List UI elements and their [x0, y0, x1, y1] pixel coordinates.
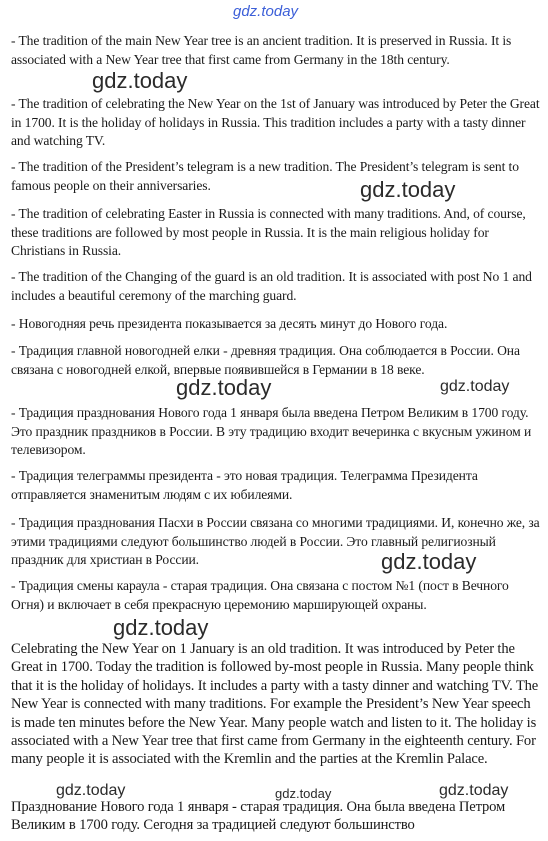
paragraph-en-new-year-january: - The tradition of celebrating the New Year on the 1st of January was introduced by Peter the Great in 1700. It is the holiday of holidays in Russia. This tradition includes a party with a tasty dinner and watching TV. — [11, 96, 540, 149]
paragraph-ru-changing-guard: - Традиция смены караула - старая традиция. Она связана с постом №1 (пост в Вечного Огня) и включает в себя прекрасную церемонию марширующей охраны. — [11, 578, 509, 612]
watermark-7: gdz.today — [56, 782, 126, 799]
watermark-6: gdz.today — [113, 615, 209, 640]
paragraph-ru-essay: Празднование Нового года 1 января - старая традиция. Она была введена Петром Великим в 1700 году. Сегодня за традицией следуют большинство — [11, 799, 506, 834]
header-watermark: gdz.today — [233, 3, 299, 20]
paragraph-ru-new-year-january: - Традиция празднования Нового года 1 января была введена Петром Великим в 1700 году. Это праздник праздников в России. В эту традицию входит вечеринка с вкусным ужином и телевизором. — [11, 405, 532, 458]
watermark-1: gdz.today — [92, 68, 188, 93]
watermark-4: gdz.today — [440, 378, 510, 395]
watermark-3: gdz.today — [176, 375, 272, 400]
watermark-5: gdz.today — [381, 549, 477, 574]
watermark-8: gdz.today — [275, 786, 332, 801]
watermark-2: gdz.today — [360, 177, 456, 202]
watermark-9: gdz.today — [439, 782, 509, 799]
paragraph-ru-president-speech: - Новогодняя речь президента показывается за десять минут до Нового года. — [11, 316, 448, 331]
paragraph-ru-new-year-tree: - Традиция главной новогодней елки - древняя традиция. Она соблюдается в России. Она связана с новогодней елкой, впервые появившейся в Германии в 18 веке. — [11, 343, 520, 377]
paragraph-en-changing-guard: - The tradition of the Changing of the guard is an old tradition. It is associated with post No 1 and includes a beautiful ceremony of the marching guard. — [11, 269, 532, 303]
paragraph-en-essay: Celebrating the New Year on 1 January is an old tradition. It was introduced by Peter the Great in 1700. Today the tradition is followed by-most people in Russia. Many people think that it is the holiday of holidays. It includes a party with a tasty dinner and watching TV. The New Year is connected with many traditions. For example the President’s New Year speech is made ten minutes before the New Year. Many people watch and listen to it. The holiday is associated with a New Year tree that first came from Germany in the eighteenth century. For many people it is associated with the Kremlin and the parties at the Kremlin Palace. — [11, 641, 539, 768]
paragraph-ru-president-telegram: - Традиция телеграммы президента - это новая традиция. Телеграмма Президента отправляется знаменитым людям с их юбилеями. — [11, 468, 478, 502]
paragraph-en-easter: - The tradition of celebrating Easter in Russia is connected with many traditions. And, of course, these traditions are followed by most people in Russia. It is the main religious holiday for Christians in Russia. — [11, 206, 526, 259]
paragraph-en-new-year-tree: - The tradition of the main New Year tree is an ancient tradition. It is preserved in Russia. It is associated with a New Year tree that first came from Germany in the 18th century. — [11, 33, 512, 67]
paragraph-ru-easter: - Традиция празднования Пасхи в России связана со многими традициями. И, конечно же, за этими традициями следуют большинство людей в России. Это главный религиозный праздник для христиан в России. — [11, 515, 540, 568]
paragraph-en-president-telegram: - The tradition of the President’s telegram is a new tradition. The President’s telegram is sent to famous people on their anniversaries. — [11, 159, 519, 193]
